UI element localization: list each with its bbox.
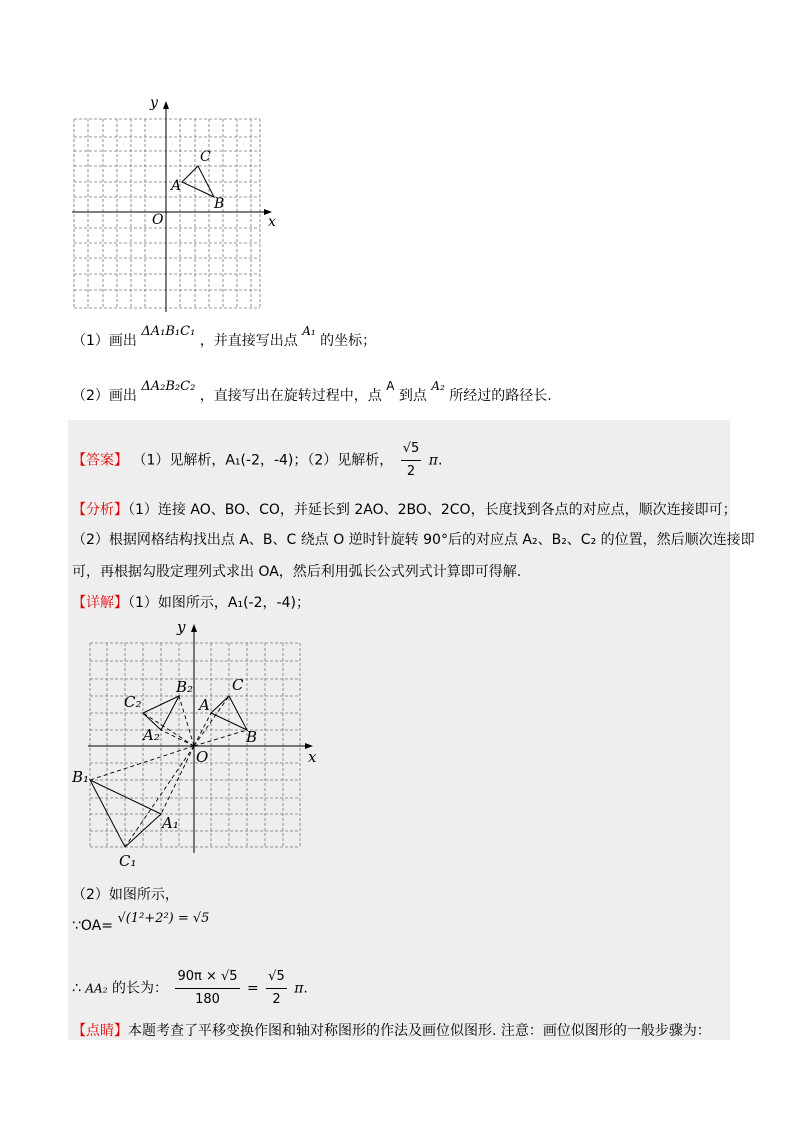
fig2-point-a2-label: A₂ <box>143 726 160 744</box>
arc-label: AA₂ <box>85 981 108 996</box>
question-1: （1）画出 ΔA₁B₁C₁ ，并直接写出点 A₁ 的坐标； <box>72 324 377 349</box>
fig2-y-label: y <box>177 618 186 636</box>
q1-triangle: ΔA₁B₁C₁ <box>141 324 196 339</box>
figure-2-grid <box>80 615 330 875</box>
fig1-point-b-label: B <box>214 196 225 212</box>
comment-tag: 【点睛】 <box>72 1023 128 1039</box>
q1-point: A₁ <box>302 324 316 338</box>
fig1-origin-label: O <box>152 212 164 228</box>
answer-fraction: $\frac{√5}{2}$ <box>401 438 422 483</box>
fig2-point-a-label: A <box>199 696 210 714</box>
fig2-x-label: x <box>308 748 317 766</box>
calc-fraction: $\frac{90\pi \times √5}{180}$ <box>175 966 239 1011</box>
result-fraction: $\frac{√5}{2}$ <box>266 966 287 1011</box>
analysis-tag: 【分析】 <box>72 502 128 518</box>
q2-triangle: ΔA₂B₂C₂ <box>141 379 196 394</box>
question-2: （2）画出 ΔA₂B₂C₂ ，直接写出在旋转过程中，点 A 到点 A₂ 所经过的路径长. <box>72 379 552 404</box>
part2-arc-line: ∴ AA₂ 的长为： $\frac{90\pi \times √5}{180}$ = $\frac{√5}{2}$ π. <box>72 966 308 1011</box>
part2-oa-line: ∵OA= √(1²+2²) = √5 <box>72 911 210 934</box>
detail-line: 【详解】（1）如图所示，A₁(-2，-4)； <box>72 595 310 611</box>
figure-1-grid <box>60 90 290 320</box>
analysis-line-3: 可，再根据勾股定理列式求出 OA，然后利用弧长公式列式计算即可得解. <box>72 564 522 580</box>
answer-tag: 【答案】 <box>72 452 128 469</box>
answer-line: 【答案】 （1）见解析，A₁(-2，-4)；（2）见解析， $\frac{√5}{2}$ π. <box>72 438 442 483</box>
oa-expression: √(1²+2²) = √5 <box>117 911 210 926</box>
q2-point-a2: A₂ <box>431 379 445 393</box>
fig2-point-b2-label: B₂ <box>176 678 194 696</box>
answer-text: （1）见解析，A₁(-2，-4)；（2）见解析， <box>132 452 394 469</box>
q2-point-a: A <box>386 379 395 393</box>
analysis-line-2: （2）根据网格结构找出点 A、B、C 绕点 O 逆时针旋转 90°后的对应点 A₂、B₂、C₂ 的位置，然后顺次连接即 <box>72 532 755 548</box>
fig2-origin-label: O <box>196 748 209 766</box>
fig1-y-label: y <box>150 95 158 111</box>
comment-line: 【点睛】本题考查了平移变换作图和轴对称图形的作法及画位似图形. 注意：画位似图形的一般步骤为： <box>72 1023 711 1039</box>
fig2-point-a1-label: A₁ <box>162 814 179 832</box>
part2-line-1: （2）如图所示， <box>72 887 179 903</box>
fig2-point-c-label: C <box>232 676 244 694</box>
detail-tag: 【详解】 <box>72 595 128 611</box>
fig2-point-c2-label: C₂ <box>124 693 142 711</box>
fig1-point-c-label: C <box>200 149 211 165</box>
fig2-point-c1-label: C₁ <box>119 852 137 870</box>
fig2-point-b1-label: B₁ <box>72 768 90 786</box>
fig1-point-a-label: A <box>171 178 182 194</box>
fig2-point-b-label: B <box>246 728 258 746</box>
fig1-x-label: x <box>268 214 276 230</box>
analysis-line-1: 【分析】（1）连接 AO、BO、CO，并延长到 2AO、2BO、2CO，长度找到各点的对应点，顺次连接即可； <box>72 502 737 518</box>
